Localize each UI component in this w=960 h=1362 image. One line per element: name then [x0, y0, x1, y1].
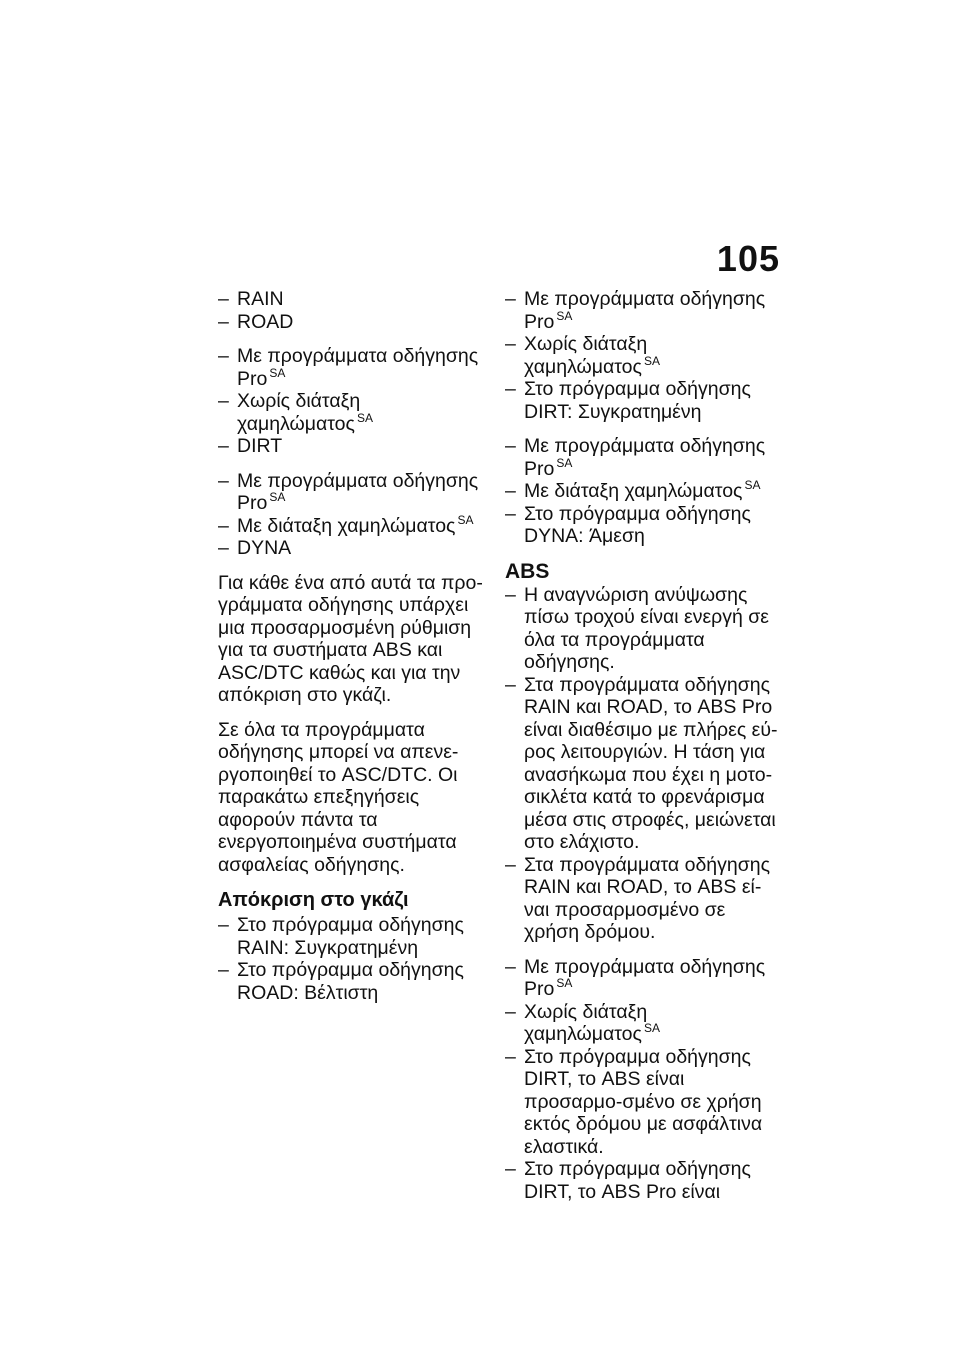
- sa-marker: SA: [269, 365, 286, 380]
- list-item: – Στο πρόγραμμα οδήγησης DIRT, το ABS Pro είναι: [505, 1158, 780, 1203]
- right-column: [505, 288, 780, 1203]
- dirt-abs-group: [505, 956, 780, 1204]
- list-item: – Στο πρόγραμμα οδήγησης DIRT, το ABS είναι προσαρμο-σμένο σε χρήση εκτός δρόμου με ασφάλτινα ελαστικά.: [505, 1046, 780, 1159]
- list-item: – DYNA: [218, 537, 498, 560]
- pro-group-1: [218, 345, 498, 458]
- paragraph: Σε όλα τα προγράμματα οδήγησης μπορεί να απενε-ργοποιηθεί το ASC/DTC. Οι παρακάτω επεξηγήσεις αφορούν πάντα τα ενεργοποιημένα συστήματα ασφαλείας οδήγησης.: [218, 718, 459, 876]
- sa-marker: SA: [556, 308, 573, 323]
- list-item: – Με διάταξη χαμηλώματος $^{SA}$: [505, 480, 780, 503]
- list-item: – Χωρίς διάταξη χαμηλώματος $^{SA}$: [505, 333, 780, 378]
- list-item: – Με προγράμματα οδήγησης Pro $^{SA}$: [505, 435, 780, 480]
- sa-marker: SA: [356, 410, 373, 425]
- list-item: – Με προγράμματα οδήγησης Pro $^{SA}$: [505, 956, 780, 1001]
- list-item: – ROAD: [218, 311, 498, 334]
- list-item: – Στο πρόγραμμα οδήγησης ROAD: Βέλτιστη: [218, 959, 498, 1004]
- dirt-group: [505, 288, 780, 423]
- list-item: – Στο πρόγραμμα οδήγησης RAIN: Συγκρατημένη: [218, 914, 498, 959]
- pro-group-2: [218, 470, 498, 560]
- abs-section: [505, 560, 780, 944]
- list-item: – Στα προγράμματα οδήγησης RAIN και ROAD, το ABS εί-ναι προσαρμοσμένο σε χρήση δρόμου.: [505, 854, 780, 944]
- list-item: – Με προγράμματα οδήγησης Pro $^{SA}$: [505, 288, 780, 333]
- section-heading: Απόκριση στο γκάζι: [218, 889, 409, 911]
- list-item: – DIRT: [218, 435, 498, 458]
- list-item: – Χωρίς διάταξη χαμηλώματος $^{SA}$: [218, 390, 498, 435]
- list-item: – Με προγράμματα οδήγησης Pro $^{SA}$: [218, 470, 498, 515]
- left-column: [218, 288, 498, 1004]
- list-item: – RAIN: [218, 288, 498, 311]
- sa-marker: SA: [643, 353, 660, 368]
- sa-marker: SA: [643, 1021, 660, 1035]
- sa-marker: SA: [556, 455, 573, 470]
- throttle-section: [218, 888, 498, 1004]
- section-heading: ABS: [505, 559, 550, 583]
- list-item: – Με προγράμματα οδήγησης Pro $^{SA}$: [218, 345, 498, 390]
- dyna-group: [505, 435, 780, 548]
- list-item: – Στα προγράμματα οδήγησης RAIN και ROAD, το ABS Pro είναι διαθέσιμο με πλήρες εύ-ρος λειτουργιών. Η τάση για ανασήκωμα που έχει η μοτο-σικλέτα κατά το φρενάρισμα μέσα στις στροφές, μειώνεται στο ελάχιστο.: [505, 674, 780, 854]
- sa-marker: SA: [269, 490, 286, 504]
- list-item: – Στο πρόγραμμα οδήγησης DYNA: Άμεση: [505, 503, 780, 548]
- sa-marker: SA: [457, 512, 474, 527]
- paragraph: Για κάθε ένα από αυτά τα προ-γράμματα οδήγησης υπάρχει μια προσαρμοσμένη ρύθμιση για τα συστήματα ABS και ASC/DTC καθώς και για την απόκριση στο γκάζι.: [218, 571, 483, 706]
- list-item: – Η αναγνώριση ανύψωσης πίσω τροχού είναι ενεργή σε όλα τα προγράμματα οδήγησης.: [505, 584, 780, 674]
- sa-marker: SA: [556, 976, 573, 990]
- list-item: – Χωρίς διάταξη χαμηλώματος $^{SA}$: [505, 1001, 780, 1046]
- page-number: 105: [716, 238, 780, 279]
- modes-list: [218, 288, 498, 333]
- list-item: – Στο πρόγραμμα οδήγησης DIRT: Συγκρατημένη: [505, 378, 780, 423]
- sa-marker: SA: [744, 478, 761, 492]
- list-item: – Με διάταξη χαμηλώματος $^{SA}$: [218, 515, 498, 538]
